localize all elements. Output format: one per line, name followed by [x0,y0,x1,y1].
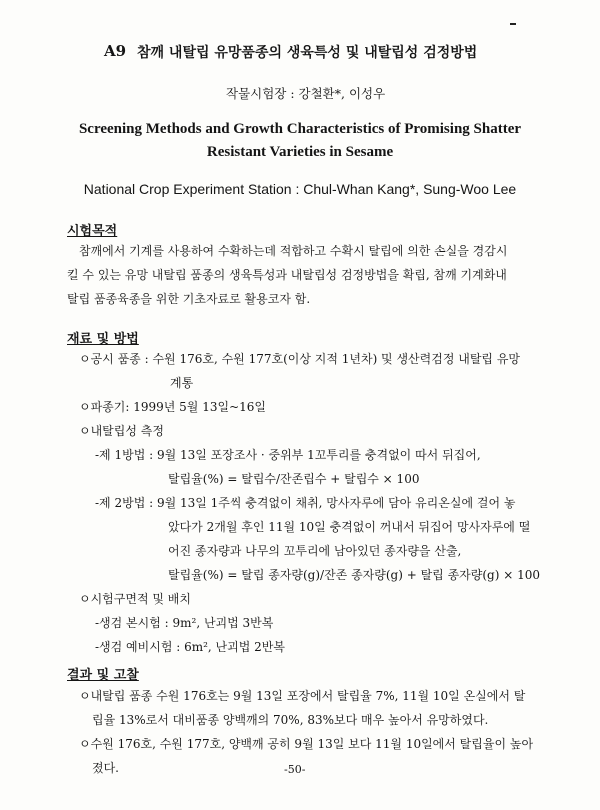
methods-line: 계통 [170,376,194,390]
objective-line: 탈립 품종육종을 위한 기초자료로 활용코자 함. [67,292,311,306]
objective-line: 참깨에서 기계를 사용하여 수확하는데 적합하고 수확시 탈립에 의한 손실을 경감시 [79,244,508,258]
page-number: -50- [284,763,306,776]
english-affiliation: National Crop Experiment Station : Chul-Whan Kang*, Sung-Woo Lee [83,181,517,197]
results-line: 립율 13%로서 대비품종 양백깨의 70%, 83%보다 매우 높아서 유망하였다. [92,713,489,727]
results-line: ㅇ수원 176호, 수원 177호, 양백깨 공히 9월 13일 보다 11월 10일에서 탈립율이 높아 [79,737,534,751]
methods-line: ㅇ시험구면적 및 배치 [79,592,191,606]
objective-line: 킬 수 있는 유망 내탈립 품종의 생육특성과 내탈립성 검정방법을 확립, 참깨 기계화내 [67,268,507,282]
methods-line: 어진 종자량과 나무의 꼬투리에 남아있던 종자량을 산출, [168,544,462,558]
methods-line: ㅇ파종기: 1999년 5월 13일~16일 [79,400,266,414]
methods-line: ㅇ내탈립성 측정 [79,424,164,438]
english-title-line1: Screening Methods and Growth Characteristics of Promising Shatter [78,121,522,137]
english-title-line2: Resistant Varieties in Sesame [206,144,394,160]
methods-line: -생검 본시험 : 9m², 난괴법 3반복 [95,616,274,630]
results-line: 졌다. [92,761,119,775]
methods-formula: 탈립율(%) = 탈립수/잔존립수 + 탈립수 × 100 [168,472,420,486]
scan-mark [510,23,516,25]
methods-line: 았다가 2개월 후인 11월 10일 충격없이 꺼내서 뒤집어 망사자루에 떨 [168,520,531,534]
methods-line: -제 1방법 : 9월 13일 포장조사 · 중위부 1꼬투리를 충격없이 따서 뒤집어, [95,448,481,462]
methods-line: ㅇ공시 품종 : 수원 176호, 수원 177호(이상 지적 1년차) 및 생산력검정 내탈립 유망 [79,352,521,366]
methods-line: -제 2방법 : 9월 13일 1주씩 충격없이 채취, 망사자루에 담아 유리온실에 걸어 놓 [95,496,516,510]
korean-affiliation: 작물시험장 : 강철환*, 이성우 [226,86,386,101]
korean-title: 참깨 내탈립 유망품종의 생육특성 및 내탈립성 검정방법 [137,45,478,61]
abstract-code: A9 [104,42,127,60]
results-heading: 결과 및 고찰 [67,668,139,683]
results-line: ㅇ내탈립 품종 수원 176호는 9월 13일 포장에서 탈립율 7%, 11월 10일 온실에서 탈 [79,689,526,703]
methods-line: -생검 예비시험 : 6m², 난괴법 2반복 [95,640,285,654]
objective-heading: 시험목적 [67,224,118,239]
methods-formula: 탈립율(%) = 탈립 종자량(g)/잔존 종자량(g) + 탈립 종자량(g) × 100 [168,568,540,582]
methods-heading: 재료 및 방법 [67,332,139,347]
